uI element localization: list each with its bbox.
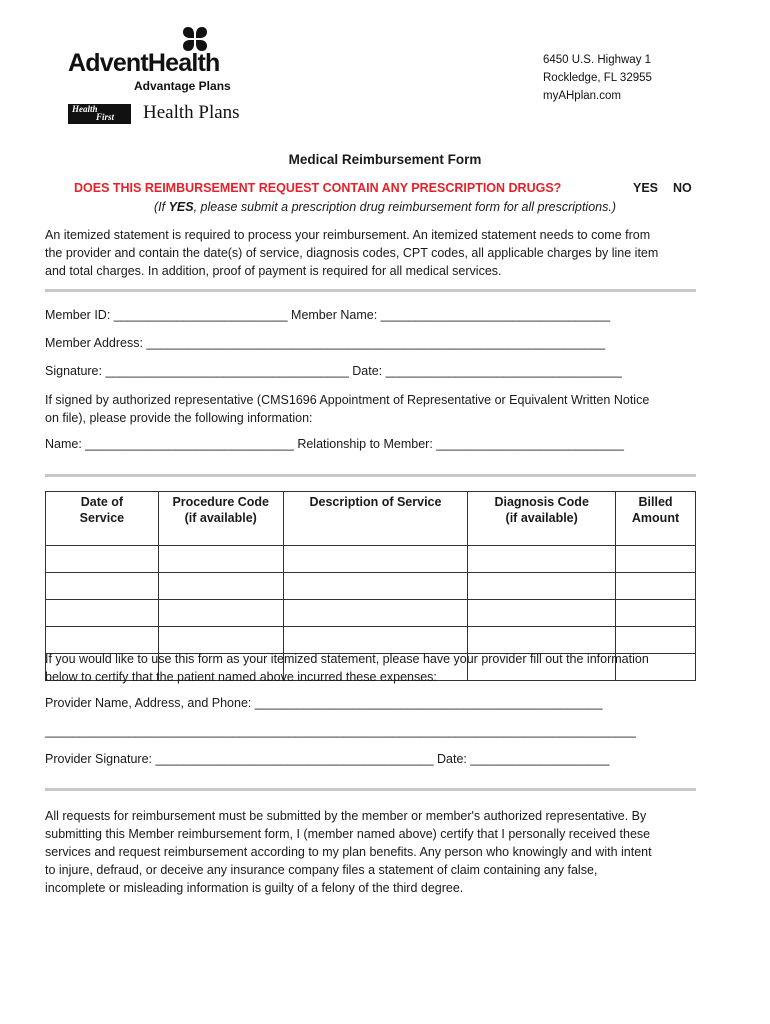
rx-note-pre: (If bbox=[154, 200, 169, 214]
header-date-line-2: Service bbox=[79, 511, 125, 525]
header-date-line-1: Date of bbox=[80, 495, 124, 509]
form-title: Medical Reimbursement Form bbox=[288, 152, 482, 167]
certification-line-4: to injure, defraud, or deceive any insurance company files a statement of claim containing any false, bbox=[45, 863, 598, 877]
divider-2 bbox=[45, 474, 696, 477]
header-billed-amount bbox=[616, 492, 696, 546]
provider-name-address-field[interactable]: Provider Name, Address, and Phone: __________________________________________________ bbox=[45, 696, 603, 710]
intro-line-1: An itemized statement is required to process your reimbursement. An itemized statement needs to come from bbox=[45, 228, 651, 242]
intro-paragraph bbox=[45, 226, 735, 280]
header-procedure-line-1: Procedure Code bbox=[172, 495, 269, 509]
representative-note bbox=[45, 391, 735, 427]
header-diagnosis-line-1: Diagnosis Code bbox=[494, 495, 589, 509]
table-cell[interactable] bbox=[283, 573, 468, 600]
table-cell[interactable] bbox=[46, 600, 159, 627]
certification-line-2: submitting this Member reimbursement form, I (member named above) certify that I personally received these bbox=[45, 827, 651, 841]
table-row bbox=[46, 600, 696, 627]
header-procedure-code bbox=[158, 492, 283, 546]
table-cell[interactable] bbox=[468, 600, 616, 627]
certification-line-5: incomplete or misleading information is guilty of a felony of the third degree. bbox=[45, 881, 464, 895]
rx-note-bold: YES bbox=[168, 200, 194, 214]
table-cell[interactable] bbox=[283, 600, 468, 627]
table-cell[interactable] bbox=[616, 600, 696, 627]
health-plans-text: Health Plans bbox=[143, 102, 240, 123]
divider-3 bbox=[45, 788, 696, 791]
rx-question: DOES THIS REIMBURSEMENT REQUEST CONTAIN ANY PRESCRIPTION DRUGS? bbox=[74, 181, 562, 195]
provider-instructions bbox=[45, 650, 735, 686]
provider-instructions-line-1: If you would like to use this form as your itemized statement, please have your provider fill out the information bbox=[45, 652, 649, 666]
name-relationship-field[interactable]: Name: ______________________________ Relationship to Member: ___________________________ bbox=[45, 437, 624, 451]
address-line-1: 6450 U.S. Highway 1 bbox=[543, 54, 652, 66]
rx-yes-option[interactable]: YES bbox=[633, 181, 659, 195]
member-address-field[interactable]: Member Address: __________________________________________________________________ bbox=[45, 336, 606, 350]
table-cell[interactable] bbox=[158, 546, 283, 573]
header-description bbox=[283, 492, 468, 546]
representative-note-line-2: on file), please provide the following information: bbox=[45, 411, 313, 425]
certification-paragraph bbox=[45, 807, 652, 897]
health-first-logo bbox=[68, 104, 131, 122]
address-block bbox=[543, 51, 652, 105]
header-diagnosis-code bbox=[468, 492, 616, 546]
table-cell[interactable] bbox=[46, 573, 159, 600]
table-cell[interactable] bbox=[468, 573, 616, 600]
certification-line-3: services and request reimbursement according to my plan benefits. Any person who knowingly and with intent bbox=[45, 845, 652, 859]
header-billed-line-2: Amount bbox=[631, 511, 680, 525]
intro-line-2: the provider and contain the date(s) of service, diagnosis codes, CPT codes, all applicable charges by line item bbox=[45, 246, 659, 260]
table-cell[interactable] bbox=[158, 573, 283, 600]
table-cell[interactable] bbox=[46, 546, 159, 573]
header-procedure-line-2: (if available) bbox=[184, 511, 257, 525]
table-cell[interactable] bbox=[158, 600, 283, 627]
header-date-of-service bbox=[46, 492, 159, 546]
health-first-underline bbox=[68, 122, 131, 124]
rx-no-option[interactable]: NO bbox=[673, 181, 692, 195]
table-row bbox=[46, 546, 696, 573]
rx-note bbox=[0, 200, 770, 214]
representative-note-line-1: If signed by authorized representative (CMS1696 Appointment of Representative or Equivalent Written Notice bbox=[45, 393, 650, 407]
table-cell[interactable] bbox=[616, 573, 696, 600]
header-description-line-1: Description of Service bbox=[309, 495, 442, 509]
address-line-2: Rockledge, FL 32955 bbox=[543, 72, 652, 84]
table-row bbox=[46, 573, 696, 600]
health-first-logo-bottom: First bbox=[96, 112, 115, 122]
provider-signature-field[interactable]: Provider Signature: ________________________________________ Date: ____________________ bbox=[45, 752, 610, 766]
provider-blank-line[interactable]: _____________________________________________________________________________________ bbox=[45, 724, 636, 738]
brand-subtitle: Advantage Plans bbox=[134, 79, 231, 93]
health-first-logo-top: Health bbox=[72, 104, 98, 114]
divider-1 bbox=[45, 289, 696, 292]
signature-field[interactable]: Signature: ___________________________________ Date: __________________________________ bbox=[45, 364, 622, 378]
brand-name: AdventHealth bbox=[68, 49, 220, 77]
intro-line-3: and total charges. In addition, proof of payment is required for all medical services. bbox=[45, 264, 502, 278]
rx-note-post: , please submit a prescription drug reimbursement form for all prescriptions.) bbox=[193, 200, 616, 214]
table-cell[interactable] bbox=[468, 546, 616, 573]
website-link[interactable]: myAHplan.com bbox=[543, 90, 621, 102]
member-id-field[interactable]: Member ID: _________________________ Member Name: _________________________________ bbox=[45, 308, 611, 322]
header-diagnosis-line-2: (if available) bbox=[505, 511, 578, 525]
table-cell[interactable] bbox=[616, 546, 696, 573]
provider-instructions-line-2: below to certify that the patient named above incurred these expenses: bbox=[45, 670, 437, 684]
header-billed-line-1: Billed bbox=[638, 495, 673, 509]
certification-line-1: All requests for reimbursement must be submitted by the member or member's authorized representative. By bbox=[45, 809, 647, 823]
table-cell[interactable] bbox=[283, 546, 468, 573]
table-header-row bbox=[46, 492, 696, 546]
